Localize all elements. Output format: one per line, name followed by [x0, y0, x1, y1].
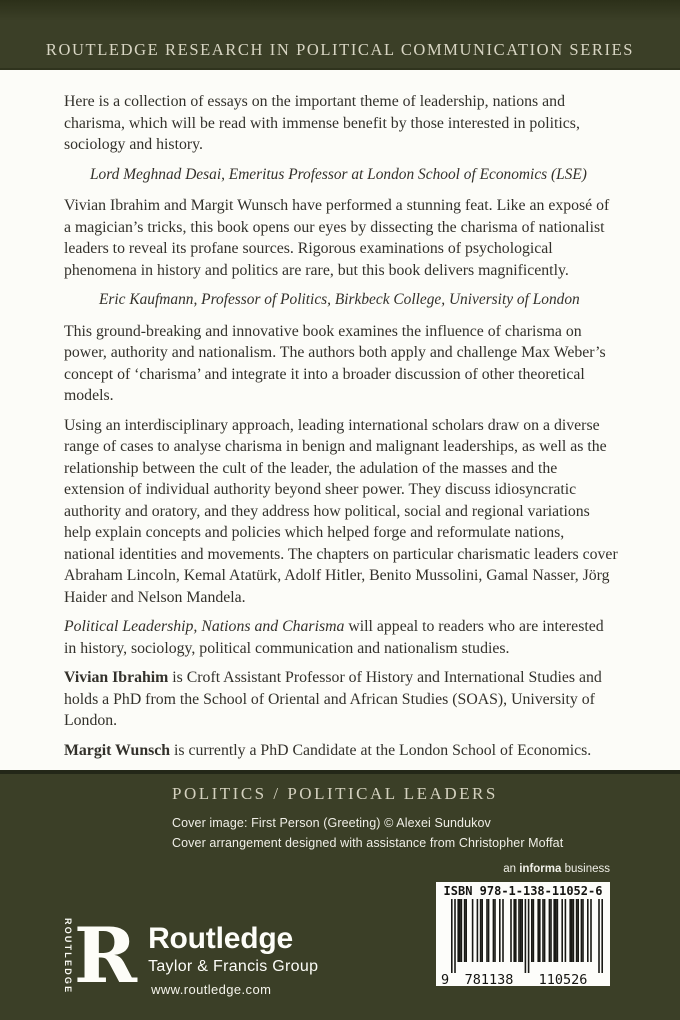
author-bio-2: [64, 740, 618, 762]
isbn-label: ISBN 978-1-138-11052-6: [443, 884, 603, 898]
publisher-group: Taylor & Francis Group: [148, 958, 319, 975]
informa-suffix: business: [561, 863, 610, 875]
barcode: [436, 882, 610, 986]
cover-footer: [0, 770, 680, 1020]
publisher-name: Routledge: [148, 922, 293, 955]
endorsement-quote-1: Here is a collection of essays on the important theme of leadership, nations and charisma, which will be read with immense benefit by those interested in politics, sociology and history.: [64, 93, 580, 153]
informa-tagline: [503, 863, 610, 875]
category-heading: POLITICS / POLITICAL LEADERS: [172, 784, 498, 803]
author-1-bio-text: is Croft Assistant Professor of History and International Studies and holds a PhD from the School of Oriental and African Studies (SOAS), University of London.: [64, 669, 602, 729]
author-2-name: Margit Wunsch: [64, 741, 171, 759]
informa-prefix: an: [503, 863, 520, 875]
ean-digits-right: 110526: [538, 972, 588, 987]
book-title: Political Leadership, Nations and Charisma: [64, 618, 345, 635]
description-paragraph-1: This ground-breaking and innovative book examines the influence of charisma on power, authority and nationalism. The authors both apply and challenge Max Weber’s concept of ‘charisma’ and integrate it into a broader discussion of other theoretical models.: [64, 322, 606, 404]
barcode-bars: [441, 899, 605, 987]
routledge-logo: [62, 911, 319, 1002]
cover-design-credit: Cover arrangement designed with assistance from Christopher Moffat: [172, 836, 564, 850]
endorsement-attribution-1: Lord Meghnad Desai, Emeritus Professor at London School of Economics (LSE): [90, 165, 587, 183]
author-2-bio-text: is currently a PhD Candidate at the London School of Economics.: [170, 741, 592, 759]
ean-digits-left: 781138: [464, 972, 514, 987]
endorsement-quote-2: Vivian Ibrahim and Margit Wunsch have performed a stunning feat. Like an exposé of a magician’s tricks, this book opens our eyes by dissecting the charisma of nationalist leaders to reveal its profane sources. Rigorous examinations of psychological phenomena in history and politics are rare, but this book delivers magnificently.: [64, 197, 610, 279]
routledge-vertical-wordmark: ROUTLEDGE: [62, 918, 73, 995]
author-1-name: Vivian Ibrahim: [64, 669, 169, 686]
series-banner-text: ROUTLEDGE RESEARCH IN POLITICAL COMMUNICATION SERIES: [45, 40, 635, 59]
routledge-r-icon: R: [73, 911, 138, 1000]
appeal-text: will appeal to readers who are interested in history, sociology, political communication and nationalism studies.: [64, 618, 604, 657]
endorsement-attribution-2: Eric Kaufmann, Professor of Politics, Birkbeck College, University of London: [99, 291, 580, 308]
series-banner: [0, 0, 680, 70]
informa-brand: informa: [519, 863, 562, 875]
publisher-text-block: [148, 918, 318, 997]
cover-image-credit: Cover image: First Person (Greeting) © Alexei Sundukov: [172, 816, 491, 830]
description-paragraph-2: Using an interdisciplinary approach, leading international scholars draw on a diverse range of cases to analyse charisma in benign and malignant leaderships, as well as the relationship between the cult of the leader, the adulation of the masses and the extension of individual authority beyond sheer power. They discuss idiosyncratic authority and oratory, and they address how political, social and regional variations help explain concepts and policies which helped forge and reformulate nations, national identities and movements. The chapters on particular charismatic leaders cover Abraham Lincoln, Kemal Atatürk, Adolf Hitler, Benito Mussolini, Gamal Nasser, Jörg Haider and Nelson Mandela.: [64, 416, 618, 606]
appeal-paragraph: [64, 616, 618, 659]
back-cover-panel: [0, 70, 680, 770]
publisher-website: www.routledge.com: [151, 982, 272, 997]
ean-digit-lead: 9: [441, 972, 450, 987]
author-bio-1: [64, 667, 618, 732]
